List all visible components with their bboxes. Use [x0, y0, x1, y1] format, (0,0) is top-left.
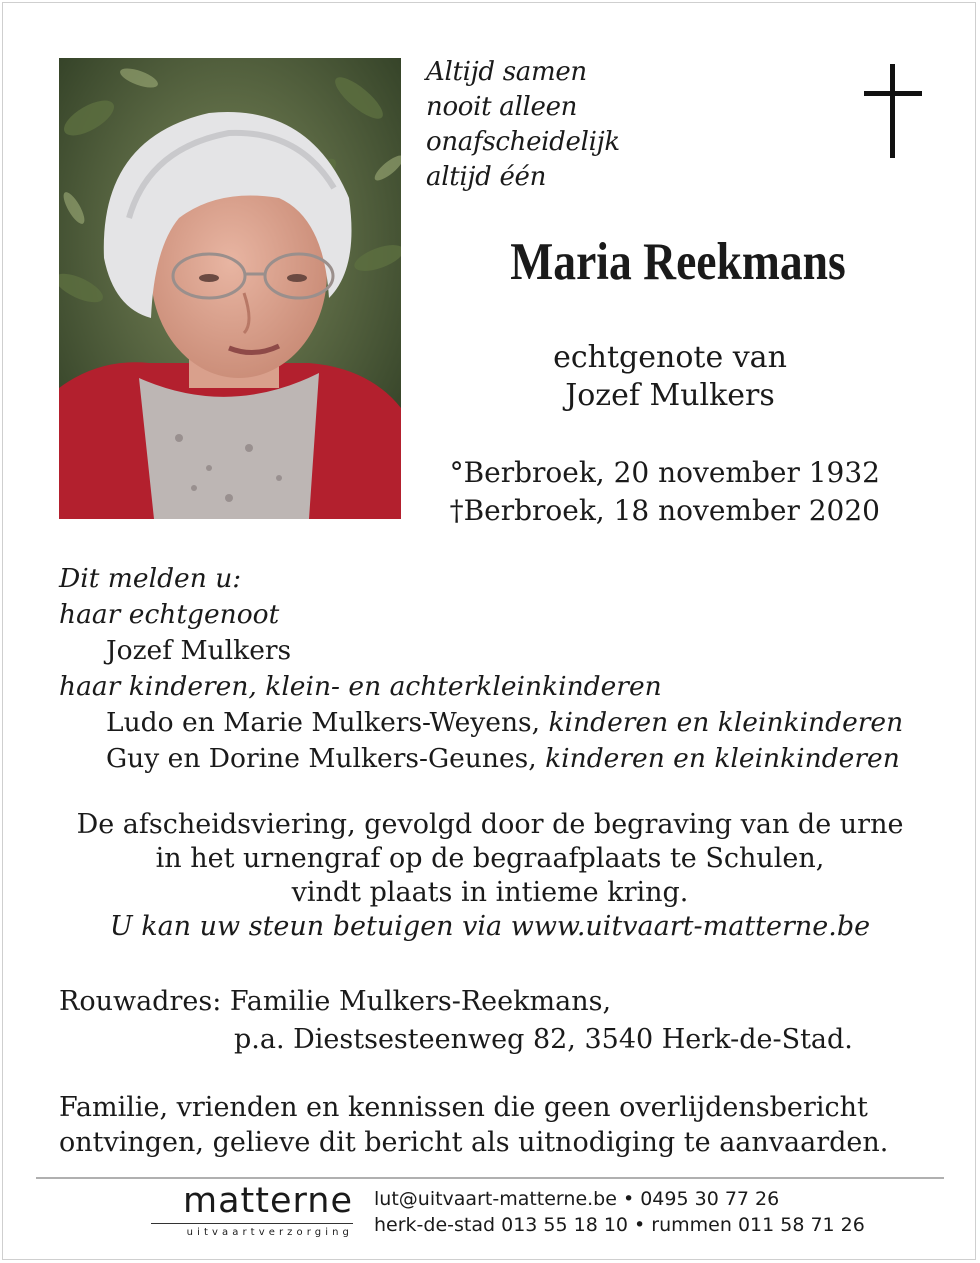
address-line2: p.a. Diestsesteenweg 82, 3540 Herk-de-Stad. [234, 1024, 853, 1055]
child-names: Guy en Dorine Mulkers-Geunes, [106, 743, 537, 774]
birth-date: °Berbroek, 20 november 1932 [449, 456, 880, 489]
logo-wordmark: matterne [182, 1181, 353, 1221]
children-label: haar kinderen, klein- en achterkleinkinderen [59, 671, 662, 702]
ceremony-line: vindt plaats in intieme kring. [291, 877, 689, 908]
child-line [59, 741, 903, 777]
address-block [59, 983, 853, 1059]
family-intro: Dit melden u: [59, 563, 242, 594]
child-suffix: kinderen en kleinkinderen [548, 707, 904, 738]
child-names: Ludo en Marie Mulkers-Weyens, [106, 707, 541, 738]
death-date: †Berbroek, 18 november 2020 [449, 494, 880, 527]
poem-line: altijd één [426, 162, 547, 192]
ceremony-block [40, 808, 940, 944]
cross-icon [864, 64, 922, 158]
poem-line: Altijd samen [426, 57, 587, 87]
child-line [59, 705, 903, 741]
poem-line: onafscheidelijk [426, 127, 620, 157]
portrait-photo [59, 58, 401, 519]
ceremony-line: in het urnengraf op de begraafplaats te Schulen, [155, 843, 825, 874]
support-line: U kan uw steun betuigen via www.uitvaart-matterne.be [109, 911, 871, 942]
family-block [59, 561, 903, 777]
spouse-block [440, 339, 900, 415]
child-suffix: kinderen en kleinkinderen [545, 743, 900, 774]
spouse-relation: echtgenote van [553, 340, 787, 375]
dates-block [440, 454, 880, 530]
ceremony-line: De afscheidsviering, gevolgd door de begraving van de urne [76, 809, 904, 840]
spouse-name: Jozef Mulkers [565, 378, 775, 413]
notice-block [59, 1090, 888, 1160]
logo-tagline: uitvaartverzorging [186, 1227, 353, 1238]
family-spouse-name: Jozef Mulkers [106, 635, 292, 666]
contact-block [374, 1186, 865, 1238]
footer-divider [36, 1177, 944, 1179]
notice-line: Familie, vrienden en kennissen die geen overlijdensbericht [59, 1092, 868, 1123]
matterne-logo [151, 1181, 353, 1238]
deceased-name: Maria Reekmans [510, 233, 846, 291]
notice-line: ontvingen, gelieve dit bericht als uitnodiging te aanvaarden. [59, 1127, 889, 1158]
contact-line: herk-de-stad 013 55 18 10 • rummen 011 58 71 26 [374, 1214, 865, 1236]
poem [426, 55, 620, 195]
spouse-label: haar echtgenoot [59, 599, 280, 630]
contact-line: lut@uitvaart-matterne.be • 0495 30 77 26 [374, 1188, 780, 1210]
poem-line: nooit alleen [426, 92, 578, 122]
address-line1: Rouwadres: Familie Mulkers-Reekmans, [59, 986, 612, 1017]
logo-underline [151, 1223, 353, 1224]
